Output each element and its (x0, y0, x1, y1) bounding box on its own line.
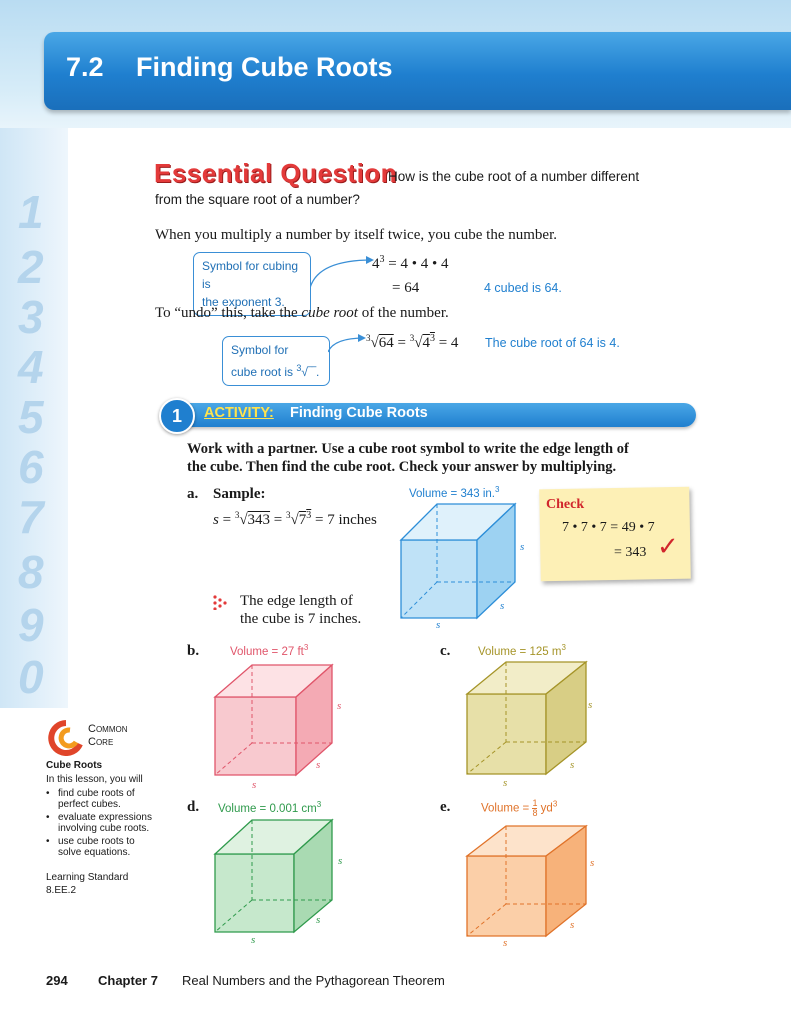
gutter-number: 3 (18, 291, 44, 343)
edge-label: s (500, 600, 505, 612)
root-equation: $^3√64 = ^3√4^3 = 4$ (366, 333, 459, 351)
sidebar-heading: Cube Roots (46, 760, 103, 771)
edge-label: s (520, 541, 525, 553)
standard-label: Learning Standard (46, 872, 129, 883)
edge-label: s (436, 619, 441, 631)
activity-instructions: Work with a partner. Use a cube root symbol to write the edge length of (187, 441, 629, 457)
cube-equation-2: = 64 (392, 280, 420, 296)
gutter-number: 9 (18, 599, 44, 651)
page-number: 294 (46, 973, 68, 988)
gutter-number: 0 (18, 651, 44, 703)
problem-letter-c: c. (440, 643, 451, 659)
problem-letter-d: d. (187, 799, 200, 815)
edge-label: s (316, 759, 321, 771)
callout-line: the exponent 3. (202, 295, 285, 309)
edge-label: s (251, 934, 256, 946)
edge-label: s (252, 779, 257, 791)
lesson-title: Finding Cube Roots (136, 52, 393, 82)
common-core-logo-icon (46, 720, 86, 756)
callout-text: cube root is (231, 365, 294, 379)
volume-label-b: Volume = 27 $ft^3$ (230, 643, 309, 658)
essential-question-text: from the square root of a number? (155, 192, 360, 207)
note-cubed: 4 cubed is 64. (484, 281, 562, 295)
check-title: Check (546, 497, 585, 512)
essential-question-heading: Essential Question (154, 158, 398, 188)
problem-letter-e: e. (440, 799, 451, 815)
list-item: • evaluate expressions involving cube roots. (46, 812, 152, 834)
essential-question-text: How is the cube root of a number different (388, 169, 640, 184)
sample-label: Sample: (213, 486, 266, 502)
callout-root (222, 336, 330, 386)
eq-rhs: = 4 • 4 • 4 (388, 256, 449, 272)
activity-title: Finding Cube Roots (290, 405, 428, 421)
edge-label: s (590, 857, 595, 869)
sidebar-intro: In this lesson, you will (46, 774, 143, 785)
radicand: 64 (378, 335, 394, 351)
footer-chapter: Chapter 7 (98, 973, 158, 988)
activity-label: ACTIVITY: (204, 405, 274, 421)
undo-pre: To “undo” this, take the (155, 305, 302, 321)
callout-line: Symbol for (231, 343, 289, 357)
volume-label-c: Volume = 125 $m^3$ (478, 643, 566, 658)
list-item: • find cube roots of perfect cubes. (46, 788, 135, 810)
cube-sentence: When you multiply a number by itself twice, you cube the number. (155, 227, 557, 243)
standard-code: 8.EE.2 (46, 885, 77, 896)
root-result: = 4 (438, 335, 459, 351)
eq-base: 4 (372, 256, 380, 272)
callout-line-2: cube root is $^3$√‾‾. (231, 363, 320, 379)
gutter-number: 6 (18, 441, 44, 493)
sample-equation: $s = ^3√343 = ^3√7^3 = 7$ inches (213, 510, 377, 528)
gutter-number: 8 (18, 546, 44, 598)
check-line: = 343 (614, 545, 647, 560)
callout-line: Symbol for cubing is (202, 259, 299, 291)
edge-label: s (338, 855, 343, 867)
activity-number: 1 (159, 398, 195, 434)
cube-figure-a (395, 500, 535, 635)
sidebar-bullets (46, 788, 156, 860)
eq-exponent: 3 (379, 254, 385, 265)
activity-instructions: the cube. Then find the cube root. Check your answer by multiplying. (187, 459, 617, 475)
lesson-number: 7.2 (66, 52, 104, 82)
edge-label: s (316, 914, 321, 926)
volume-label-a: Volume = 343 in.$^3$ (409, 485, 500, 500)
radicand: $4^3$ (422, 333, 435, 351)
checkmark-icon: ✓ (657, 532, 679, 562)
edge-label: s (503, 777, 508, 789)
gutter-number: 7 (18, 491, 44, 543)
common-core-wordmark: Common Core (88, 723, 128, 748)
gutter-number: 4 (18, 341, 44, 393)
undo-post: of the number. (357, 305, 449, 321)
cube-equation-1 (372, 254, 448, 273)
edge-label: s (570, 759, 575, 771)
edge-label: s (588, 699, 593, 711)
volume-label-e: Volume = $\frac{1}{8}$ $yd^3$ (481, 798, 558, 818)
edge-label: s (503, 937, 508, 949)
sample-conclusion: the cube is 7 inches. (240, 611, 362, 627)
gutter-number: 5 (18, 391, 44, 443)
volume-label-d: Volume = 0.001 $cm^3$ (218, 800, 322, 815)
undo-em: cube root (301, 305, 358, 321)
sample-conclusion: The edge length of (240, 593, 353, 609)
note-root: The cube root of 64 is 4. (485, 336, 620, 350)
list-item: • use cube roots to solve equations. (46, 836, 135, 858)
edge-label: s (570, 919, 575, 931)
triangle-dots-icon (212, 594, 228, 610)
footer-title: Real Numbers and the Pythagorean Theorem (182, 973, 445, 988)
edge-label: s (337, 700, 342, 712)
arrow-cubing (310, 252, 380, 292)
gutter-number: 2 (18, 241, 44, 293)
gutter-number: 1 (18, 186, 44, 238)
problem-letter-a: a. (187, 486, 199, 502)
undo-sentence (155, 305, 449, 322)
check-line: 7 • 7 • 7 = 49 • 7 (562, 520, 655, 535)
problem-letter-b: b. (187, 643, 200, 659)
